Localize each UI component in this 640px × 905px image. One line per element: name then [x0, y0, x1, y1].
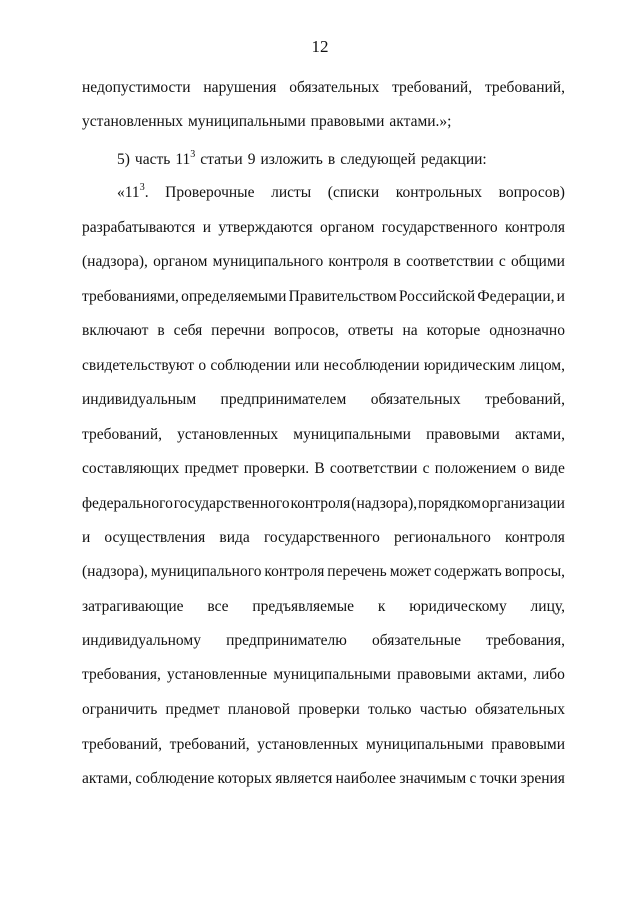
word: соответствии: [406, 253, 494, 270]
text-line: [82, 597, 565, 617]
text-line: [82, 321, 565, 341]
word: в: [157, 322, 165, 339]
word: актами,: [82, 770, 133, 787]
word: Российской: [398, 288, 476, 305]
word: государственного: [381, 219, 498, 236]
word: вопросов): [498, 184, 565, 201]
word: вопросы,: [504, 563, 565, 580]
word: контроля: [290, 495, 351, 512]
word: вида: [219, 529, 250, 546]
text-line: [82, 287, 565, 307]
word: предпринимателю: [226, 632, 347, 649]
word: юридическому: [409, 598, 507, 615]
word: индивидуальным: [82, 391, 197, 408]
word: требования,: [82, 666, 161, 683]
word: является: [275, 770, 333, 787]
word: может: [389, 563, 432, 580]
word: следующей: [340, 151, 416, 168]
word: перечень: [327, 563, 387, 580]
word: требований,: [169, 736, 250, 753]
word: наиболее: [335, 770, 397, 787]
word: проверки.: [243, 460, 310, 477]
text-line: [82, 425, 565, 445]
word: соблюдении: [210, 357, 291, 374]
word: в: [393, 253, 401, 270]
text-line: [117, 183, 565, 203]
page-number: 12: [311, 37, 329, 56]
word: с: [498, 253, 506, 270]
word: предмет: [165, 701, 220, 718]
word: свидетельствуют: [82, 357, 195, 374]
word: о: [198, 357, 207, 374]
word: составляющих: [82, 460, 180, 477]
word: органом: [153, 253, 208, 270]
word: с: [469, 770, 477, 787]
word: утверждаются: [218, 219, 313, 236]
word: предпринимателем: [220, 391, 347, 408]
text-line: [82, 494, 565, 514]
word: муниципальными: [188, 113, 306, 130]
word: Проверочные: [165, 184, 255, 201]
word: требований,: [82, 426, 162, 443]
word: соблюдение: [135, 770, 215, 787]
word: требований,: [392, 79, 473, 96]
word: установленных: [257, 736, 359, 753]
text-line: [82, 78, 565, 98]
word: в: [327, 151, 336, 168]
word: которые: [426, 322, 481, 339]
word: редакции:: [420, 151, 487, 168]
word: правовыми: [491, 736, 565, 753]
word: себя: [173, 322, 203, 339]
word: контроля: [505, 219, 565, 236]
word: муниципальными: [293, 426, 411, 443]
superscript: 3: [190, 148, 196, 160]
word: требований,: [82, 736, 162, 753]
text-line: [82, 562, 565, 582]
text-line: [82, 356, 565, 376]
word: обязательных: [289, 79, 380, 96]
word: органом: [320, 219, 375, 236]
word: все: [207, 598, 229, 615]
word: федерального: [82, 495, 173, 512]
word: требований,: [484, 79, 565, 96]
word: правовыми: [426, 426, 500, 443]
text-line: [82, 631, 565, 651]
word: муниципальными: [273, 666, 391, 683]
word: юридическим: [423, 357, 516, 374]
text-line: [82, 735, 565, 755]
word: плановой: [227, 701, 291, 718]
superscript: 3: [139, 181, 145, 193]
word: муниципального: [150, 563, 262, 580]
word: определяемыми: [181, 288, 287, 305]
word: государственного: [263, 529, 380, 546]
word: либо: [533, 666, 565, 683]
word: контроля: [328, 253, 389, 270]
word: положением: [434, 460, 517, 477]
word: только: [368, 701, 412, 718]
word: требования,: [486, 632, 565, 649]
word: значимым: [399, 770, 467, 787]
word: обязательных: [370, 391, 461, 408]
word: зрения: [520, 770, 565, 787]
word: обязательных: [475, 701, 565, 718]
word: Правительством: [288, 288, 397, 305]
word: или: [295, 357, 320, 374]
word: нарушения: [203, 79, 277, 96]
word: требований,: [484, 391, 565, 408]
word: контроля: [505, 529, 565, 546]
word: с: [422, 460, 430, 477]
word: (надзора),: [82, 253, 148, 270]
word: предмет: [184, 460, 239, 477]
word: $11^3$: [175, 148, 196, 168]
text-line: [82, 390, 565, 410]
text-line: [82, 528, 565, 548]
word: ответы: [347, 322, 394, 339]
word: и: [82, 529, 91, 546]
word: недопустимости: [82, 79, 191, 96]
text-line: [82, 700, 565, 720]
word: лицу,: [530, 598, 565, 615]
word: о: [521, 460, 530, 477]
word: регионального: [393, 529, 491, 546]
word: изложить: [260, 151, 323, 168]
text-line: [82, 769, 565, 789]
word: установленных: [177, 426, 279, 443]
word: статьи: [200, 151, 243, 168]
word: (списки: [327, 184, 380, 201]
word: актами,: [514, 426, 565, 443]
word: (надзора),: [351, 495, 418, 512]
word: правовыми: [310, 113, 385, 130]
word: требованиями,: [82, 288, 179, 305]
word: точки: [479, 770, 518, 787]
word: осуществления: [104, 529, 206, 546]
word: «$11^3$.: [117, 181, 149, 201]
word: лицом,: [519, 357, 565, 374]
word: вопросов,: [273, 322, 339, 339]
word: правовыми: [397, 666, 471, 683]
word: актами.»;: [389, 113, 452, 130]
word: установленных: [82, 113, 183, 130]
word: часть: [134, 151, 171, 168]
word: актами,: [477, 666, 528, 683]
word: частью: [419, 701, 467, 718]
word: В: [314, 460, 325, 477]
word: предъявляемые: [252, 598, 355, 615]
word: листы: [271, 184, 312, 201]
word: государственного: [173, 495, 290, 512]
word: (надзора),: [82, 563, 148, 580]
word: затрагивающие: [82, 598, 184, 615]
word: порядком: [418, 495, 481, 512]
text-line: [82, 112, 565, 132]
word: и: [556, 288, 565, 305]
text-line: [117, 150, 565, 170]
word: контроля: [264, 563, 325, 580]
word: однозначно: [489, 322, 565, 339]
word: установленные: [167, 666, 268, 683]
text-line: [82, 252, 565, 272]
word: 9: [247, 151, 256, 168]
word: 5): [117, 151, 130, 168]
word: обязательные: [371, 632, 461, 649]
text-line: [82, 459, 565, 479]
word: к: [377, 598, 386, 615]
word: индивидуальному: [82, 632, 201, 649]
word: виде: [534, 460, 565, 477]
word: включают: [82, 322, 149, 339]
word: на: [402, 322, 418, 339]
word: контрольных: [395, 184, 483, 201]
word: содержать: [434, 563, 502, 580]
word: организации: [481, 495, 565, 512]
word: проверки: [298, 701, 360, 718]
word: .: [144, 184, 149, 201]
word: несоблюдении: [323, 357, 420, 374]
word: которых: [217, 770, 273, 787]
word: и: [202, 219, 211, 236]
word: общими: [510, 253, 565, 270]
word: перечни: [211, 322, 265, 339]
text-line: [82, 665, 565, 685]
word: ограничить: [82, 701, 158, 718]
text-line: [82, 218, 565, 238]
word: муниципального: [212, 253, 324, 270]
word: соответствии: [329, 460, 418, 477]
word: муниципальными: [365, 736, 484, 753]
word: Федерации,: [477, 288, 555, 305]
word: разрабатываются: [82, 219, 196, 236]
